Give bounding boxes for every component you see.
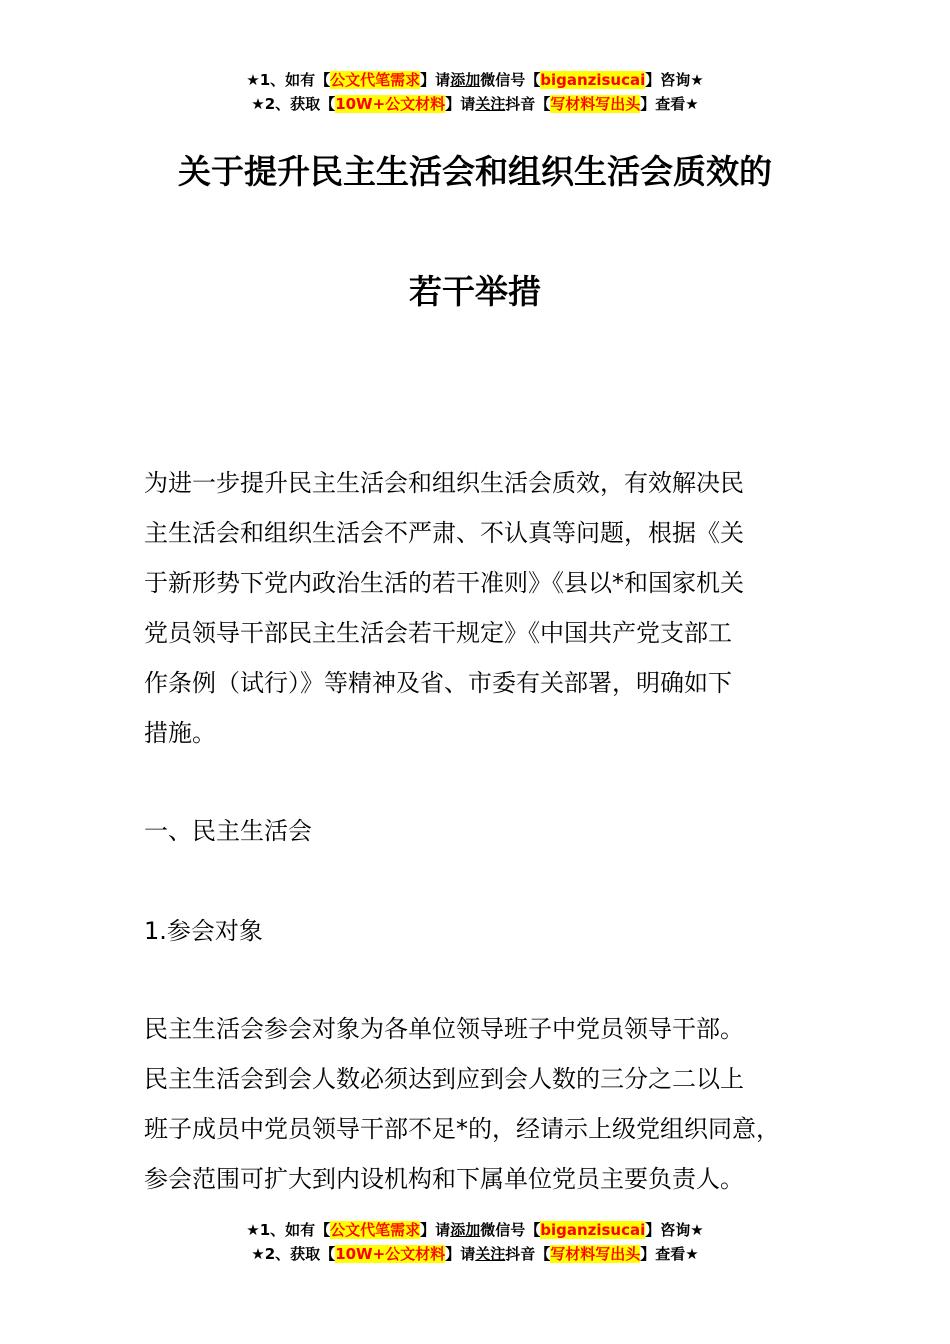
paragraph-line: 为进一步提升民主生活会和组织生活会质效，有效解决民 bbox=[144, 469, 744, 497]
banner-text: ★2、获取【 bbox=[251, 95, 336, 113]
follow-emphasis: 关注 bbox=[475, 95, 506, 113]
banner-text: 】查看★ bbox=[640, 1245, 699, 1263]
banner-text: 】请 bbox=[420, 1221, 451, 1239]
section-heading: 一、民主生活会 bbox=[144, 817, 312, 845]
banner-text: ★1、如有【 bbox=[246, 1221, 331, 1239]
add-emphasis: 添加 bbox=[450, 1221, 481, 1239]
paragraph-line: 于新形势下党内政治生活的若干准则》《县以*和国家机关 bbox=[144, 569, 744, 597]
materials-highlight: 10W+公文材料 bbox=[335, 1245, 446, 1263]
banner-text: 抖音【 bbox=[505, 1245, 551, 1263]
bottom-banner bbox=[0, 1218, 950, 1266]
paragraph-line: 民主生活会参会对象为各单位领导班子中党员领导干部。 bbox=[144, 1015, 744, 1043]
banner-text: 】请 bbox=[445, 1245, 476, 1263]
banner-text: 】请 bbox=[445, 95, 476, 113]
subsection-heading: 1.参会对象 bbox=[144, 917, 263, 945]
banner-text: 】咨询★ bbox=[645, 1221, 704, 1239]
banner-line-1 bbox=[0, 1218, 950, 1242]
douyin-account-highlight: 写材料写出头 bbox=[550, 1245, 641, 1263]
follow-emphasis: 关注 bbox=[475, 1245, 506, 1263]
section-paragraph bbox=[144, 1004, 834, 1204]
banner-text: 微信号【 bbox=[480, 1221, 541, 1239]
paragraph-line: 民主生活会到会人数必须达到应到会人数的三分之二以上 bbox=[144, 1065, 744, 1093]
banner-text: 微信号【 bbox=[480, 71, 541, 89]
top-banner bbox=[0, 68, 950, 116]
wechat-id-highlight: biganzisucai bbox=[540, 1221, 646, 1239]
banner-text: 】请 bbox=[420, 71, 451, 89]
service-highlight: 公文代笔需求 bbox=[330, 1221, 421, 1239]
paragraph-line: 措施。 bbox=[144, 719, 216, 747]
paragraph-line: 党员领导干部民主生活会若干规定》《中国共产党支部工 bbox=[144, 619, 732, 647]
banner-line-1 bbox=[0, 68, 950, 92]
document-title-line-2: 若干举措 bbox=[409, 272, 541, 311]
douyin-account-highlight: 写材料写出头 bbox=[550, 95, 641, 113]
banner-text: ★2、获取【 bbox=[251, 1245, 336, 1263]
paragraph-line: 作条例（试行）》等精神及省、市委有关部署，明确如下 bbox=[144, 669, 732, 697]
add-emphasis: 添加 bbox=[450, 71, 481, 89]
banner-line-2 bbox=[0, 1242, 950, 1266]
paragraph-line: 班子成员中党员领导干部不足*的，经请示上级党组织同意， bbox=[144, 1115, 780, 1143]
materials-highlight: 10W+公文材料 bbox=[335, 95, 446, 113]
banner-text: 抖音【 bbox=[505, 95, 551, 113]
document-title-line-1: 关于提升民主生活会和组织生活会质效的 bbox=[178, 152, 772, 191]
intro-paragraph bbox=[144, 458, 834, 758]
wechat-id-highlight: biganzisucai bbox=[540, 71, 646, 89]
banner-text: 】查看★ bbox=[640, 95, 699, 113]
banner-text: 】咨询★ bbox=[645, 71, 704, 89]
paragraph-line: 参会范围可扩大到内设机构和下属单位党员主要负责人。 bbox=[144, 1165, 744, 1193]
banner-text: ★1、如有【 bbox=[246, 71, 331, 89]
paragraph-line: 主生活会和组织生活会不严肃、不认真等问题，根据《关 bbox=[144, 519, 744, 547]
banner-line-2 bbox=[0, 92, 950, 116]
service-highlight: 公文代笔需求 bbox=[330, 71, 421, 89]
